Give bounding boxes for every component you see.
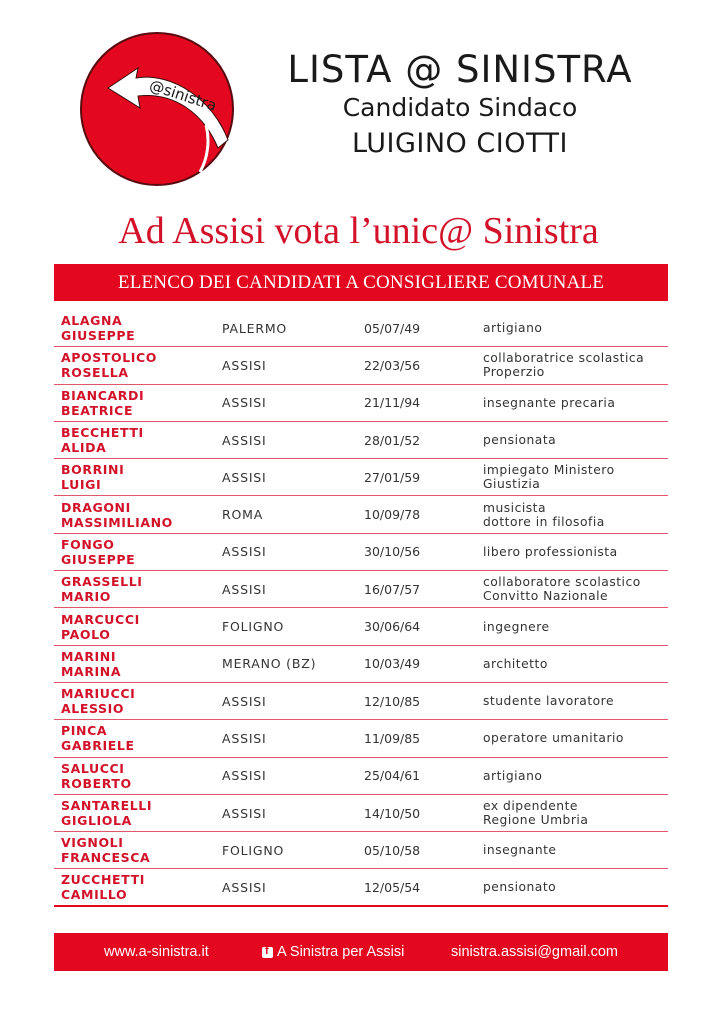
email-link[interactable]: sinistra.assisi@gmail.com bbox=[451, 944, 619, 960]
table-row bbox=[54, 385, 668, 422]
facebook-icon bbox=[262, 947, 273, 958]
candidate-city: FOLIGNO bbox=[222, 619, 285, 635]
candidate-birthdate: 27/01/59 bbox=[364, 469, 421, 485]
candidate-firstname: LUIGI bbox=[61, 477, 102, 493]
table-row bbox=[54, 720, 668, 757]
occupation-line-1: insegnante bbox=[483, 843, 557, 858]
candidate-name bbox=[54, 350, 221, 380]
candidates-table bbox=[54, 310, 668, 907]
candidate-surname: MARINI bbox=[61, 648, 117, 664]
candidate-name bbox=[54, 612, 221, 642]
occupation-line-1: libero professionista bbox=[483, 544, 618, 559]
candidate-firstname: ROBERTO bbox=[61, 775, 132, 791]
candidate-surname: BECCHETTI bbox=[61, 425, 144, 441]
candidate-birthdate: 10/03/49 bbox=[364, 656, 421, 672]
table-row bbox=[54, 422, 668, 459]
table-row bbox=[54, 571, 668, 608]
candidate-firstname: CAMILLO bbox=[61, 887, 128, 903]
table-row bbox=[54, 534, 668, 571]
facebook-link[interactable] bbox=[262, 944, 404, 960]
occupation-line-1: insegnante precaria bbox=[483, 395, 616, 410]
candidate-surname: VIGNOLI bbox=[61, 835, 124, 851]
occupation-line-1: collaboratrice scolastica bbox=[483, 351, 645, 366]
candidate-occupation bbox=[483, 694, 668, 708]
sinistra-logo bbox=[78, 30, 236, 188]
candidate-occupation bbox=[483, 463, 668, 491]
candidate-surname: ZUCCHETTI bbox=[61, 872, 145, 888]
candidate-firstname: ROSELLA bbox=[61, 365, 129, 381]
candidate-occupation bbox=[483, 351, 668, 379]
occupation-line-1: operatore umanitario bbox=[483, 731, 624, 746]
candidate-city: FOLIGNO bbox=[222, 842, 285, 858]
candidate-occupation bbox=[483, 396, 668, 410]
table-row bbox=[54, 683, 668, 720]
candidate-city: ASSISI bbox=[222, 730, 267, 746]
candidate-occupation bbox=[483, 620, 668, 634]
candidate-name bbox=[54, 500, 221, 530]
occupation-line-2: Properzio bbox=[483, 365, 545, 380]
table-row bbox=[54, 310, 668, 347]
candidate-birthdate: 10/09/78 bbox=[364, 507, 421, 523]
slogan: Ad Assisi vota l’unic@ Sinistra bbox=[118, 210, 599, 252]
candidate-occupation bbox=[483, 501, 668, 529]
occupation-line-1: artigiano bbox=[483, 768, 543, 783]
candidate-surname: APOSTOLICO bbox=[61, 350, 158, 366]
candidate-firstname: GIGLIOLA bbox=[61, 813, 132, 828]
candidate-surname: BORRINI bbox=[61, 462, 125, 478]
candidate-city: ASSISI bbox=[222, 544, 267, 560]
occupation-line-1: artigiano bbox=[483, 321, 543, 336]
occupation-line-1: pensionata bbox=[483, 433, 557, 448]
candidate-firstname: PAOLO bbox=[61, 626, 111, 642]
candidate-city: ASSISI bbox=[222, 581, 267, 597]
table-row bbox=[54, 832, 668, 869]
candidate-name bbox=[54, 462, 221, 492]
candidate-name bbox=[54, 872, 221, 902]
candidate-birthdate: 25/04/61 bbox=[364, 768, 421, 784]
candidate-surname: SANTARELLI bbox=[61, 798, 153, 813]
candidate-occupation bbox=[483, 769, 668, 783]
candidate-birthdate: 12/05/54 bbox=[364, 879, 421, 895]
candidate-name bbox=[54, 574, 221, 604]
candidate-occupation bbox=[483, 799, 668, 827]
candidate-name bbox=[54, 798, 221, 828]
table-row bbox=[54, 496, 668, 533]
logo-text: @sinistra bbox=[147, 76, 219, 115]
candidate-surname: PINCA bbox=[61, 723, 108, 739]
table-row bbox=[54, 608, 668, 645]
candidate-city: MERANO (BZ) bbox=[222, 656, 317, 672]
candidate-firstname: ALIDA bbox=[61, 440, 107, 456]
table-row bbox=[54, 758, 668, 795]
candidate-city: ASSISI bbox=[222, 693, 267, 709]
candidate-birthdate: 21/11/94 bbox=[364, 395, 421, 411]
candidate-occupation bbox=[483, 575, 668, 603]
candidate-birthdate: 30/06/64 bbox=[364, 619, 421, 635]
candidate-firstname: MARINA bbox=[61, 663, 122, 679]
candidate-city: PALERMO bbox=[222, 320, 288, 336]
occupation-line-1: collaboratore scolastico bbox=[483, 575, 641, 590]
candidate-firstname: BEATRICE bbox=[61, 402, 134, 418]
table-row bbox=[54, 646, 668, 683]
footer bbox=[54, 933, 668, 971]
candidate-surname: BIANCARDI bbox=[61, 387, 145, 403]
candidate-name bbox=[54, 313, 221, 343]
candidate-firstname: ALESSIO bbox=[61, 701, 125, 717]
mayor-candidate-label: Candidato Sindaco bbox=[342, 93, 578, 122]
candidate-surname: FONGO bbox=[61, 536, 115, 552]
candidate-occupation bbox=[483, 321, 668, 335]
occupation-line-2: Regione Umbria bbox=[483, 813, 589, 827]
candidate-city: ASSISI bbox=[222, 395, 267, 411]
mayor-candidate-name: LUIGINO CIOTTI bbox=[352, 128, 568, 159]
candidate-city: ASSISI bbox=[222, 805, 267, 821]
candidate-occupation bbox=[483, 731, 668, 745]
candidate-name bbox=[54, 686, 221, 716]
occupation-line-2: Giustizia bbox=[483, 477, 541, 492]
candidate-birthdate: 11/09/85 bbox=[364, 730, 421, 746]
candidate-surname: ALAGNA bbox=[61, 313, 123, 329]
candidate-birthdate: 12/10/85 bbox=[364, 693, 421, 709]
candidate-occupation bbox=[483, 545, 668, 559]
candidate-city: ASSISI bbox=[222, 879, 267, 895]
candidate-birthdate: 22/03/56 bbox=[364, 357, 421, 373]
candidate-firstname: GABRIELE bbox=[61, 738, 135, 754]
candidate-firstname: MASSIMILIANO bbox=[61, 514, 173, 530]
candidate-city: ROMA bbox=[222, 507, 264, 523]
logo-graphic bbox=[78, 30, 236, 188]
candidate-name bbox=[54, 388, 221, 418]
occupation-line-1: impiegato Ministero bbox=[483, 463, 615, 478]
candidate-firstname: GIUSEPPE bbox=[61, 551, 136, 567]
candidate-surname: SALUCCI bbox=[61, 760, 125, 776]
occupation-line-1: ex dipendente bbox=[483, 799, 578, 813]
candidate-birthdate: 16/07/57 bbox=[364, 581, 421, 597]
candidate-surname: GRASSELLI bbox=[61, 574, 143, 590]
occupation-line-1: ingegnere bbox=[483, 619, 550, 634]
candidate-firstname: MARIO bbox=[61, 589, 112, 605]
candidate-occupation bbox=[483, 843, 668, 857]
occupation-line-1: musicista bbox=[483, 500, 547, 515]
candidate-birthdate: 30/10/56 bbox=[364, 544, 421, 560]
facebook-label: A Sinistra per Assisi bbox=[277, 944, 405, 960]
occupation-line-2: Convitto Nazionale bbox=[483, 589, 609, 604]
list-title: LISTA @ SINISTRA bbox=[287, 48, 633, 91]
header bbox=[262, 48, 658, 162]
table-row bbox=[54, 795, 668, 832]
candidate-name bbox=[54, 835, 221, 865]
candidate-city: ASSISI bbox=[222, 469, 267, 485]
section-title-band bbox=[54, 264, 668, 301]
candidate-city: ASSISI bbox=[222, 768, 267, 784]
candidate-birthdate: 05/07/49 bbox=[364, 320, 421, 336]
candidate-firstname: GIUSEPPE bbox=[61, 328, 136, 344]
website-link[interactable]: www.a-sinistra.it bbox=[104, 944, 209, 960]
candidate-name bbox=[54, 761, 221, 791]
candidate-name bbox=[54, 723, 221, 753]
candidate-surname: DRAGONI bbox=[61, 499, 131, 515]
occupation-line-1: studente lavoratore bbox=[483, 694, 615, 709]
candidate-city: ASSISI bbox=[222, 357, 267, 373]
candidate-surname: MARIUCCI bbox=[61, 686, 136, 702]
candidate-occupation bbox=[483, 433, 668, 447]
candidate-birthdate: 28/01/52 bbox=[364, 432, 421, 448]
candidate-occupation bbox=[483, 657, 668, 671]
occupation-line-1: architetto bbox=[483, 656, 548, 671]
candidate-firstname: FRANCESCA bbox=[61, 850, 151, 866]
candidate-name bbox=[54, 649, 221, 679]
candidate-name bbox=[54, 537, 221, 567]
candidate-name bbox=[54, 425, 221, 455]
table-row bbox=[54, 869, 668, 906]
section-title: ELENCO DEI CANDIDATI A CONSIGLIERE COMUNALE bbox=[117, 271, 605, 293]
table-row bbox=[54, 459, 668, 496]
occupation-line-2: dottore in filosofia bbox=[483, 514, 605, 529]
table-row bbox=[54, 347, 668, 384]
candidate-city: ASSISI bbox=[222, 432, 267, 448]
candidate-surname: MARCUCCI bbox=[61, 611, 140, 627]
occupation-line-1: pensionato bbox=[483, 880, 557, 895]
candidate-occupation bbox=[483, 880, 668, 894]
candidate-birthdate: 14/10/50 bbox=[364, 805, 421, 821]
candidate-birthdate: 05/10/58 bbox=[364, 842, 421, 858]
